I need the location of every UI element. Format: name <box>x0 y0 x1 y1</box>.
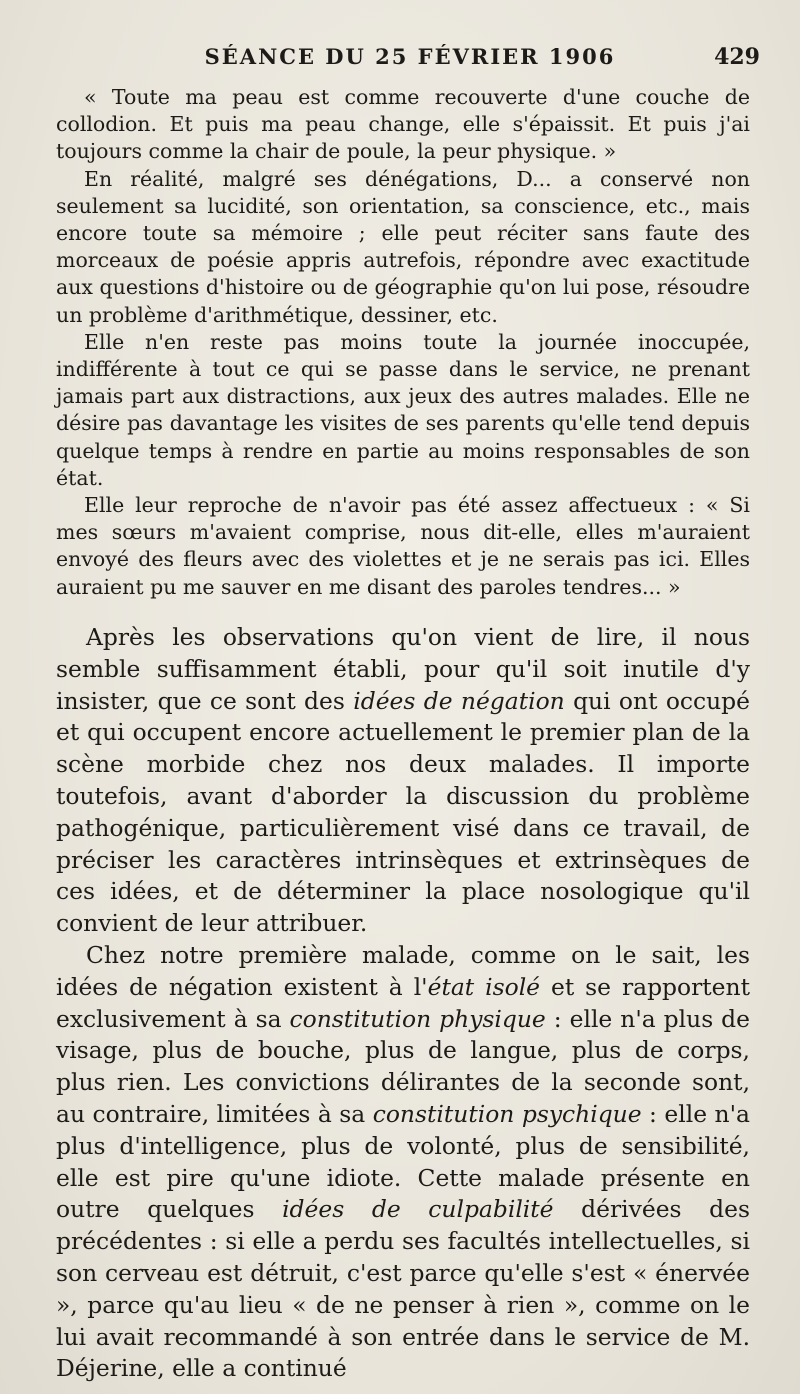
text-run: : elle n'a plus de visage, plus de bouche, plus de langue, plus de corps, plus rien. Les convictions délirantes de la seconde sont, au contraire, limitées à sa <box>56 1004 750 1128</box>
text-run: Chez notre première malade, comme on le sait, les idées de négation existent à l' <box>56 940 750 1001</box>
text-run: Elle leur reproche de n'avoir pas été assez affectueux : « Si mes sœurs m'avaient comprise, nous dit-elle, elles m'auraient envoyé des fleurs avec des violettes et je ne serais pas ici. Elles auraient pu me sauver en me disant des paroles tendres... » <box>56 493 750 599</box>
paragraph <box>56 940 750 1385</box>
paragraph <box>56 84 750 166</box>
italic-phrase: constitution physique <box>289 1004 546 1033</box>
italic-phrase: état isolé <box>427 972 541 1001</box>
paragraph <box>56 329 750 492</box>
text-run: : elle n'a plus d'intelligence, plus de volonté, plus de sensibilité, elle est pire qu'une idiote. Cette malade présente en outre quelques <box>56 1099 750 1224</box>
page-header <box>60 40 760 80</box>
text-run: Après les observations qu'on vient de lire, il nous semble suffisamment établi, pour qu'il soit inutile d'y insister, que ce sont des <box>56 623 750 715</box>
text-run: qui ont occupé et qui occupent encore actuellement le premier plan de la scène morbide chez nos deux malades. Il importe toutefois, avant d'aborder la discussion du problème pathogénique, particulièrement visé dans ce travail, de préciser les caractères intrinsèques et extrinsèques de ces idées, et de déterminer la place nosologique qu'il convient de leur attribuer. <box>56 686 750 938</box>
paragraph <box>56 622 750 940</box>
discussion-section <box>56 622 750 1385</box>
text-run: Elle n'en reste pas moins toute la journée inoccupée, indifférente à tout ce qui se passe dans le service, ne prenant jamais part aux distractions, aux jeux des autres malades. Elle ne désire pas davantage les visites de ses parents qu'elle tend depuis quelque temps à rendre en partie au moins responsables de son état. <box>56 329 750 490</box>
italic-phrase: constitution psychique <box>372 1099 642 1128</box>
paragraph <box>56 492 750 601</box>
page-number: 429 <box>714 44 760 70</box>
text-run: dérivées des précédentes : si elle a perdu ses facultés intellectuelles, si son cerveau est détruit, c'est parce qu'elle s'est « énervée », parce qu'au lieu « de ne penser à rien », comme on le lui avait recommandé à son entrée dans le service de M. Déjerine, elle a continué <box>56 1195 750 1383</box>
running-head: SÉANCE DU 25 FÉVRIER 1906 <box>204 44 616 69</box>
text-run: et se rapportent exclusivement à sa <box>56 972 750 1033</box>
paragraph <box>56 166 750 329</box>
text-run: En réalité, malgré ses dénégations, D... a conservé non seulement sa lucidité, son orientation, sa conscience, etc., mais encore toute sa mémoire ; elle peut réciter sans faute des morceaux de poésie appris autrefois, répondre avec exactitude aux questions d'histoire ou de géographie qu'on lui pose, résoudre un problème d'arithmétique, dessiner, etc. <box>56 166 750 327</box>
quoted-observation-section <box>56 84 750 601</box>
italic-phrase: idées de négation <box>353 686 565 715</box>
italic-phrase: idées de culpabilité <box>282 1195 554 1224</box>
text-run: « Toute ma peau est comme recouverte d'une couche de collodion. Et puis ma peau change, elle s'épaissit. Et puis j'ai toujours comme la chair de poule, la peur physique. » <box>56 85 750 164</box>
